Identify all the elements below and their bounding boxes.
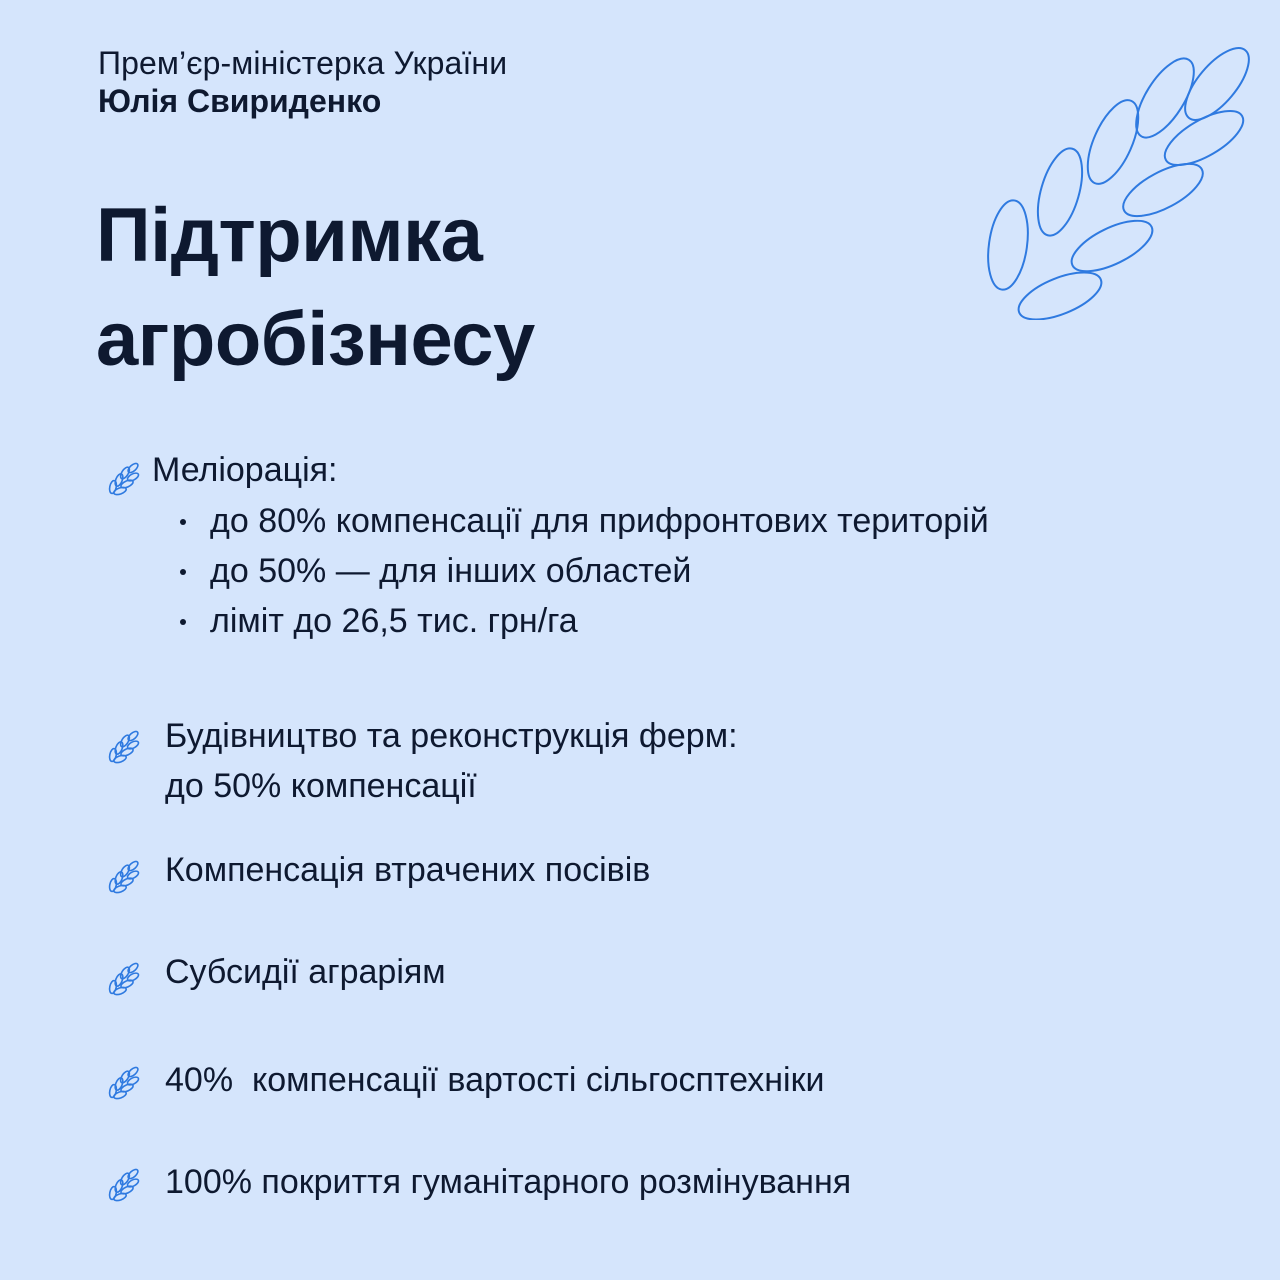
item-label-line-1: Будівництво та реконструкція ферм: <box>165 717 738 755</box>
bullet-dot <box>180 619 186 625</box>
sub-list <box>174 496 989 646</box>
title-line-1: Підтримка <box>96 193 483 278</box>
sub-list-item-text: до 80% компенсації для прифронтових територій <box>210 502 989 540</box>
item-label-line-2: до 50% компенсації <box>165 767 477 805</box>
sub-list-item <box>174 496 989 546</box>
item-label: 40% компенсації вартості сільгосптехніки <box>165 1061 825 1099</box>
item-label: Субсидії аграріям <box>165 953 446 991</box>
page-title <box>96 184 535 392</box>
bullet-dot <box>180 569 186 575</box>
wheat-icon <box>104 960 140 996</box>
wheat-icon <box>104 728 140 764</box>
header-name: Юлія Свириденко <box>98 83 382 119</box>
header-role: Прем’єр-міністерка України <box>98 45 508 81</box>
sub-list-item-text: ліміт до 26,5 тис. грн/га <box>210 602 578 640</box>
item-label: 100% покриття гуманітарного розмінування <box>165 1163 852 1201</box>
header <box>98 44 507 120</box>
bullet-dot <box>180 519 186 525</box>
wheat-decoration-icon <box>980 40 1255 320</box>
sub-list-item-text: до 50% — для інших областей <box>210 552 692 590</box>
wheat-icon <box>104 858 140 894</box>
item-label: Меліорація: <box>152 451 338 489</box>
sub-list-item <box>174 546 989 596</box>
sub-list-item <box>174 596 989 646</box>
item-label: Компенсація втрачених посівів <box>165 851 651 889</box>
wheat-icon <box>104 1166 140 1202</box>
wheat-icon <box>104 460 140 496</box>
title-line-2: агробізнесу <box>96 297 535 382</box>
wheat-icon <box>104 1064 140 1100</box>
